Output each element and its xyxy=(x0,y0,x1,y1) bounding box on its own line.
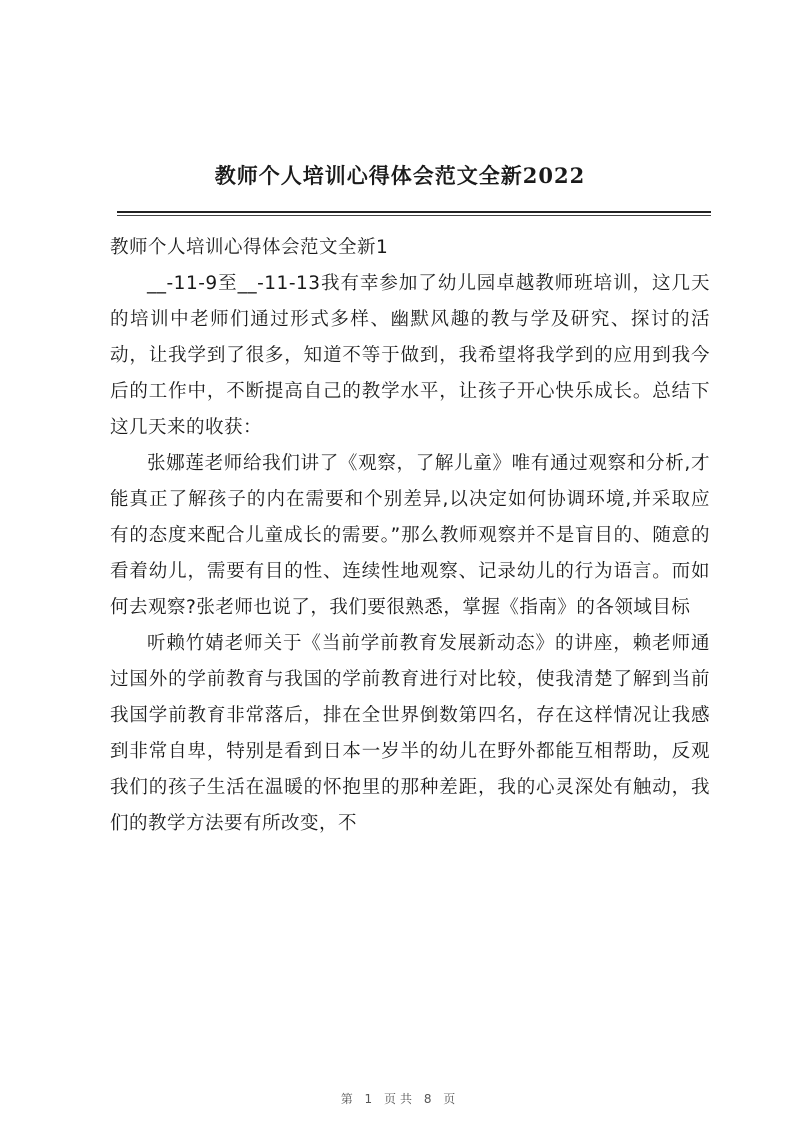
section-heading: 教师个人培训心得体会范文全新1 xyxy=(110,237,389,258)
document-body xyxy=(110,230,710,842)
page-number: 第 1 页共 8 页 xyxy=(340,1092,460,1106)
paragraph-3: 听赖竹婧老师关于《当前学前教育发展新动态》的讲座，赖老师通过国外的学前教育与我国的学前教育进行对比较，使我清楚了解到当前我国学前教育非常落后，排在全世界倒数第四名，存在这样情况让我感到非常自卑，特别是看到日本一岁半的幼儿在野外都能互相帮助，反观我们的孩子生活在温暖的怀抱里的那种差距，我的心灵深处有触动，我们的教学方法要有所改变，不 xyxy=(110,633,710,834)
paragraph-2: 张娜莲老师给我们讲了《观察，了解儿童》唯有通过观察和分析,才能真正了解孩子的内在需要和个别差异,以决定如何协调环境,并采取应有的态度来配合儿童成长的需要。”那么教师观察并不是盲目的、随意的看着幼儿，需要有目的性、连续性地观察、记录幼儿的行为语言。而如何去观察?张老师也说了，我们要很熟悉，掌握《指南》的各领域目标 xyxy=(110,453,710,618)
title-divider xyxy=(117,211,711,213)
title-divider-thin xyxy=(117,215,711,216)
paragraph-1: __-11-9至__-11-13我有幸参加了幼儿园卓越教师班培训，这几天的培训中老师们通过形式多样、幽默风趣的教与学及研究、探讨的活动，让我学到了很多，知道不等于做到，我希望将我学到的应用到我今后的工作中，不断提高自己的教学水平，让孩子开心快乐成长。总结下这几天来的收获： xyxy=(110,273,710,438)
document-title: 教师个人培训心得体会范文全新2022 xyxy=(214,163,586,188)
